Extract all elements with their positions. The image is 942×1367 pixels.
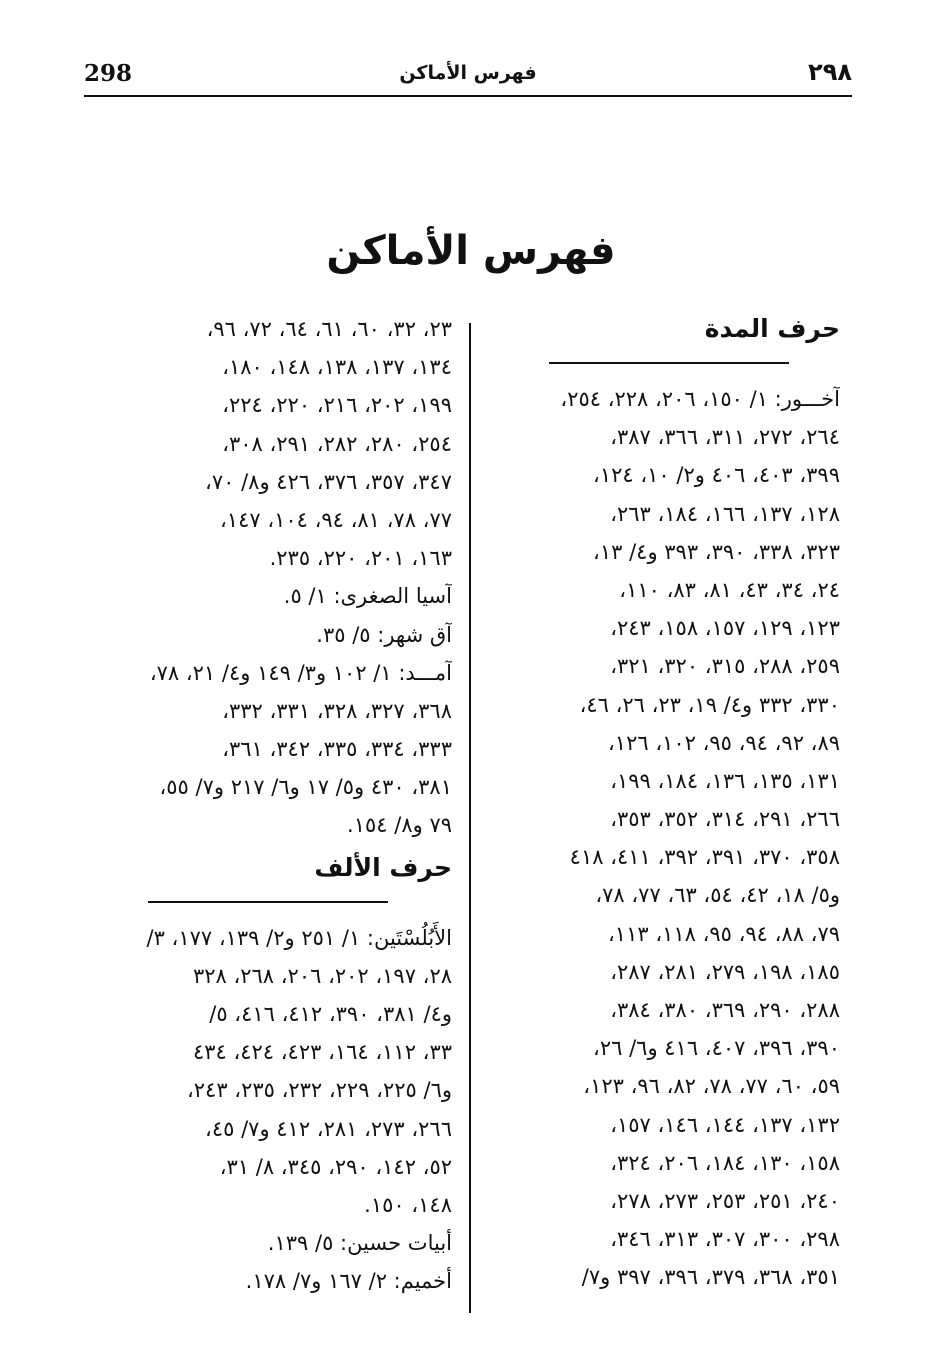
index-line: ١٦٣، ٢٠١، ٢٢٠، ٢٣٥. — [269, 546, 452, 571]
left-column — [84, 310, 452, 1301]
index-line: ٣٣، ١١٢، ١٦٤، ٤٢٣، ٤٢٤، ٤٣٤ — [192, 1040, 452, 1065]
index-line: ٢٥٤، ٢٨٠، ٢٨٢، ٢٩١، ٣٠٨، — [222, 431, 452, 456]
index-line: ٢٦٦، ٢٧٣، ٢٨١، ٤١٢ و٧/ ٤٥، — [205, 1116, 452, 1141]
index-line: ١٤٨، ١٥٠. — [364, 1192, 452, 1217]
index-line: آسيا الصغرى: ١/ ٥. — [283, 584, 452, 609]
column-divider — [469, 323, 471, 1313]
index-line: ٢٦٦، ٢٩١، ٣١٤، ٣٥٢، ٣٥٣، — [610, 807, 840, 832]
index-line: ٣٨١، ٤٣٠ و٥/ ١٧ و٦/ ٢١٧ و٧/ ٥٥، — [159, 775, 452, 800]
index-line: و٦/ ٢٢٥، ٢٢٩، ٢٣٢، ٢٣٥، ٢٤٣، — [186, 1078, 452, 1103]
index-line: ٢٩٨، ٣٠٠، ٣٠٧، ٣١٣، ٣٤٦، — [610, 1227, 840, 1252]
index-line: ٣٩٠، ٣٩٦، ٤٠٧، ٤١٦ و٦/ ٢٦، — [593, 1036, 840, 1061]
right-column-lines — [498, 380, 840, 1297]
index-line: ٣٣٠، ٣٣٢ و٤/ ١٩، ٢٣، ٢٦، ٤٦، — [579, 692, 840, 717]
index-line: ١٥٨، ١٣٠، ١٨٤، ٢٠٦، ٣٢٤، — [610, 1150, 840, 1175]
index-line: و٤/ ٣٨١، ٣٩٠، ٤١٢، ٤١٦، ٥/ — [209, 1002, 452, 1026]
index-line: ٧٩، ٨٨، ٩٤، ٩٥، ١١٨، ١١٣، — [608, 921, 840, 946]
index-line: ١٨٥، ١٩٨، ٢٧٩، ٢٨١، ٢٨٧، — [610, 959, 840, 984]
index-line: ١٣١، ١٣٥، ١٣٦، ١٨٤، ١٩٩، — [610, 768, 840, 793]
index-line: آخـــور: ١/ ١٥٠، ٢٠٦، ٢٢٨، ٢٥٤، — [560, 387, 840, 411]
index-line: ٢٣، ٣٢، ٦٠، ٦١، ٦٤، ٧٢، ٩٦، — [206, 317, 452, 341]
running-title: فهرس الأماكن — [399, 62, 537, 84]
index-line: ٥٩، ٦٠، ٧٧، ٧٨، ٨٢، ٩٦، ١٢٣، — [583, 1074, 840, 1099]
index-line: آق شهر: ٥/ ٣٥. — [316, 622, 452, 647]
index-line: ٢٨٨، ٢٩٠، ٣٦٩، ٣٨٠، ٣٨٤، — [610, 998, 840, 1022]
index-line: ٢٥٩، ٢٨٨، ٣١٥، ٣٢٠، ٣٢١، — [610, 654, 840, 679]
page-number-latin: 298 — [84, 60, 133, 87]
index-line: و٥/ ١٨، ٤٢، ٥٤، ٦٣، ٧٧، ٧٨، — [595, 883, 840, 908]
index-line: ٣٢٣، ٣٣٨، ٣٩٠، ٣٩٣ و٤/ ١٣، — [593, 539, 840, 564]
index-line: ٢٦٤، ٢٧٢، ٣١١، ٣٦٦، ٣٨٧، — [610, 425, 840, 450]
section-rule — [549, 362, 789, 364]
index-line: الأَبُلُسْتَين: ١/ ٢٥١ و٢/ ١٣٩، ١٧٧، ٣/ — [146, 925, 452, 950]
index-line: أبيات حسين: ٥/ ١٣٩. — [267, 1231, 452, 1256]
index-line: ٢٤٠، ٢٥١، ٢٥٣، ٢٧٣، ٢٧٨، — [610, 1188, 840, 1213]
index-line: ١٩٩، ٢٠٢، ٢١٦، ٢٢٠، ٢٢٤، — [222, 393, 452, 418]
left-column-lines-top — [84, 310, 452, 845]
header-rule — [84, 95, 852, 97]
index-line: ٢٨، ١٩٧، ٢٠٢، ٢٠٦، ٢٦٨، ٣٢٨ — [192, 963, 452, 988]
index-line: ٢٤، ٣٤، ٤٣، ٨١، ٨٣، ١١٠، — [619, 577, 840, 602]
section-title-alif: حرف الألف — [314, 852, 452, 882]
page-title: فهرس الأماكن — [326, 228, 616, 274]
section-rule — [148, 901, 388, 903]
section-title-madda: حرف المدة — [704, 314, 840, 343]
page-number-arabic: ٢٩٨ — [808, 58, 852, 86]
index-line: ٣٥١، ٣٦٨، ٣٧٩، ٣٩٦، ٣٩٧ و٧/ — [581, 1265, 840, 1290]
index-line: ١٣٤، ١٣٧، ١٣٨، ١٤٨، ١٨٠، — [222, 355, 452, 380]
index-line: ٧٩ و٨/ ١٥٤. — [347, 813, 452, 838]
page-header — [84, 58, 852, 94]
index-line: ٣٩٩، ٤٠٣، ٤٠٦ و٢/ ١٠، ١٢٤، — [593, 463, 840, 488]
index-line: ٥٢، ١٤٢، ٢٩٠، ٣٤٥، ٨/ ٣١، — [219, 1154, 452, 1179]
index-line: ١٢٨، ١٣٧، ١٦٦، ١٨٤، ٢٦٣، — [610, 501, 840, 526]
index-line: ٣٤٧، ٣٥٧، ٣٧٦، ٤٢٦ و٨/ ٧٠، — [205, 469, 452, 494]
right-column — [498, 310, 840, 1297]
index-line: ٣٦٨، ٣٢٧، ٣٢٨، ٣٣١، ٣٣٢، — [222, 698, 452, 723]
index-line: ٣٣٣، ٣٣٤، ٣٣٥، ٣٤٢، ٣٦١، — [222, 737, 452, 762]
index-line: ٨٩، ٩٢، ٩٤، ٩٥، ١٠٢، ١٢٦، — [608, 730, 840, 755]
index-line: آمـــد: ١/ ١٠٢ و٣/ ١٤٩ و٤/ ٢١، ٧٨، — [149, 660, 452, 685]
index-line: ٣٥٨، ٣٧٠، ٣٩١، ٣٩٢، ٤١١، ٤١٨ — [569, 845, 840, 870]
index-line: أخميم: ٢/ ١٦٧ و٧/ ١٧٨. — [245, 1269, 452, 1294]
index-line: ٧٧، ٧٨، ٨١، ٩٤، ١٠٤، ١٤٧، — [220, 507, 452, 532]
left-column-lines-bottom — [84, 919, 452, 1301]
index-line: ١٣٢، ١٣٧، ١٤٤، ١٤٦، ١٥٧، — [610, 1112, 840, 1137]
index-line: ١٢٣، ١٢٩، ١٥٧، ١٥٨، ٢٤٣، — [610, 616, 840, 641]
